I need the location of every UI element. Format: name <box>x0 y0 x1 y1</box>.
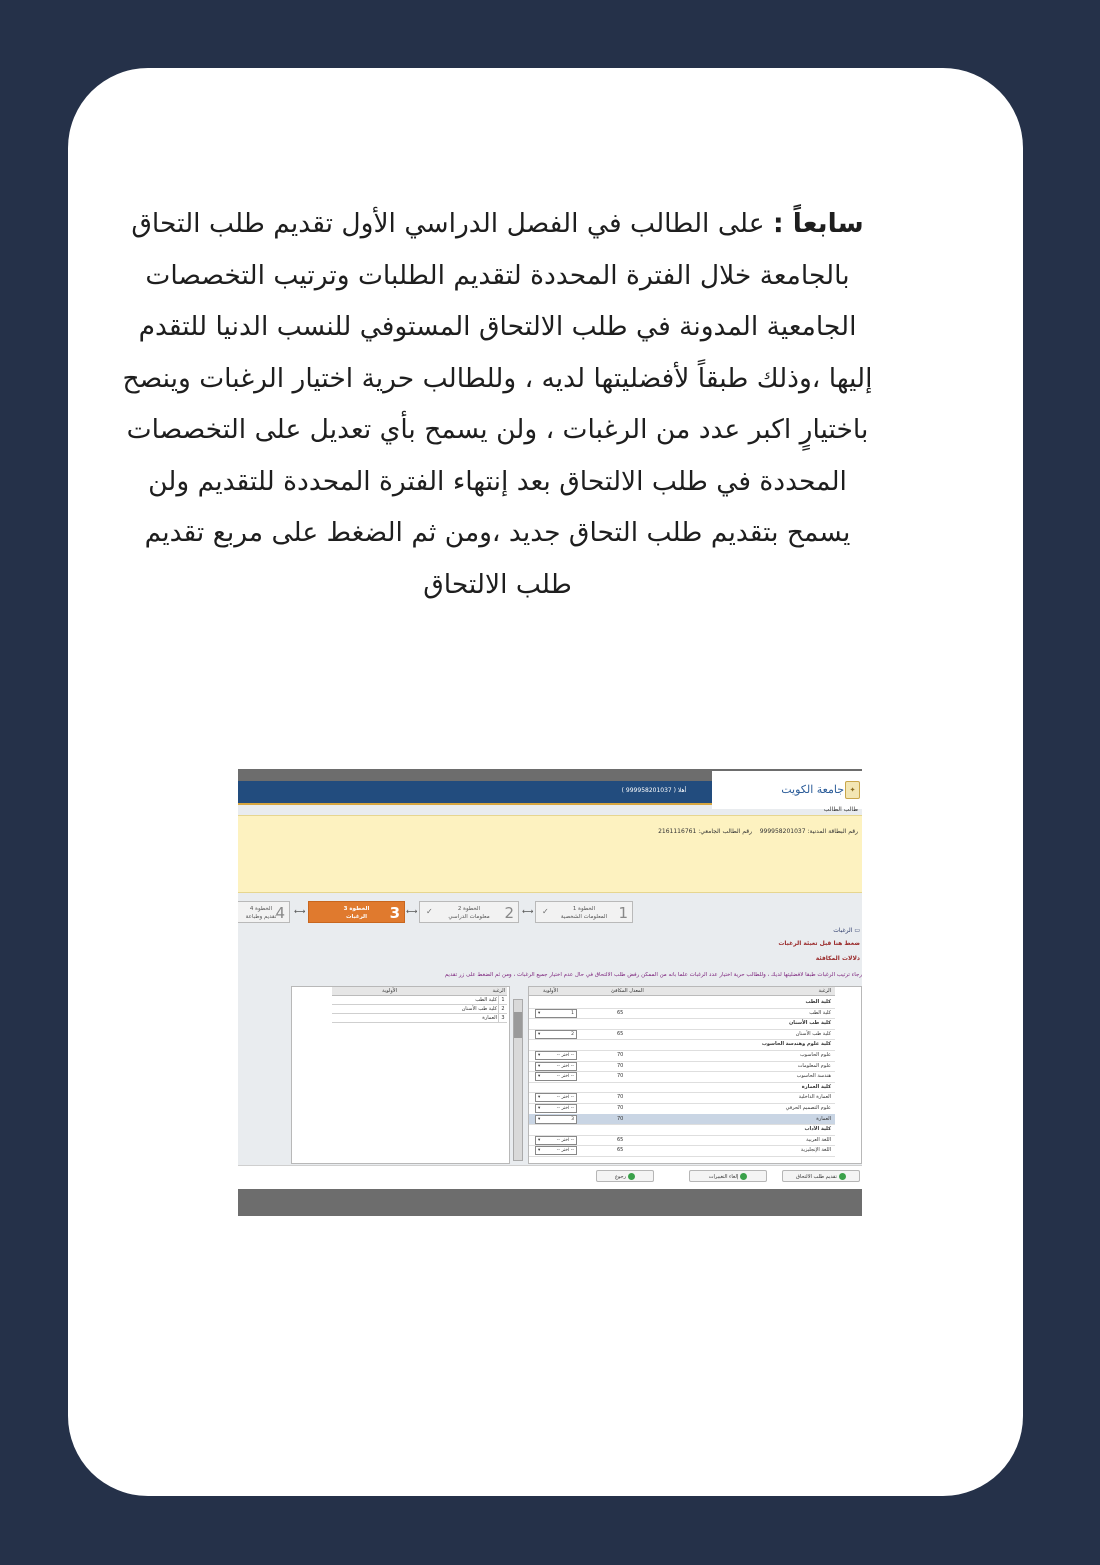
university-logo <box>712 771 862 809</box>
choice-rate: 65 <box>617 1030 624 1037</box>
priority-select[interactable] <box>535 1146 577 1155</box>
priority-select[interactable] <box>535 1051 577 1060</box>
priority-select[interactable] <box>535 1136 577 1145</box>
submit-application-button[interactable]: تقديم طلب الالتحاق <box>782 1170 860 1182</box>
priority-select-value: -- اختر -- <box>556 1053 574 1058</box>
priority-select-value: -- اختر -- <box>556 1137 574 1143</box>
logo-text: جامعة الكويت <box>781 783 844 796</box>
civil-id-value: 999958201037 <box>759 828 806 835</box>
choice-rate: 70 <box>617 1094 624 1101</box>
chevron-down-icon: ▾ <box>538 1095 541 1101</box>
priority-select[interactable] <box>535 1009 577 1018</box>
choice-name: كلية علوم وهندسة الحاسوب <box>761 1041 831 1048</box>
cancel-changes-button[interactable]: إلغاء التغييرات <box>689 1170 767 1182</box>
civil-id-label: رقم البطاقة المدنية: <box>807 828 858 835</box>
choice-name: العمارة <box>816 1115 831 1122</box>
priority-select-value: -- اختر -- <box>556 1148 574 1154</box>
selected-choices-panel <box>291 986 510 1164</box>
priority-select[interactable] <box>535 1062 577 1071</box>
chevron-down-icon: ▾ <box>538 1074 541 1080</box>
equiv-rate-link[interactable]: دلالات المكافئة <box>815 955 860 962</box>
arrow-icon: ⟷ <box>406 907 418 916</box>
choice-name: اللغة الإنجليزية <box>800 1147 831 1154</box>
selected-row[interactable]: 2 كلية طب الأسنان <box>332 1005 507 1014</box>
user-greeting: أهلا ( 999958201037 ) <box>621 787 687 794</box>
student-info-panel <box>238 815 862 893</box>
student-no-value: 2161116761 <box>658 828 697 835</box>
step-2[interactable]: 2 الخطوة 2 معلومات الدراسي ✓ <box>419 901 519 923</box>
choice-rate: 65 <box>617 1136 624 1143</box>
university-seal-icon: ✦ <box>845 781 860 799</box>
priority-select-value: 3 <box>571 1116 574 1122</box>
choice-rate: 65 <box>617 1147 624 1154</box>
selected-table-header: الرغبة الأولوية <box>332 987 507 996</box>
priority-select-value: 2 <box>571 1031 574 1037</box>
choice-name: هندسة الحاسوب <box>796 1073 831 1080</box>
portal-header <box>238 781 862 805</box>
priority-note: رجاء ترتيب الرغبات طبقا لأفضليتها لديك ، وللطالب حرية اختيار عدد الرغبات علماً بأنه من الممكن رفض طلب الالتحاق في حال عدم اختيار جميع الرغبات ، ومن ثم الضغط على زر تقديم <box>444 972 862 978</box>
priority-select[interactable] <box>535 1093 577 1102</box>
priority-select[interactable] <box>535 1104 577 1113</box>
chevron-down-icon: ▾ <box>538 1106 541 1111</box>
chevron-down-icon: ▾ <box>538 1148 541 1154</box>
choice-name: علوم التصميم الحرفي <box>785 1105 831 1111</box>
choice-row[interactable] <box>529 1145 835 1157</box>
go-icon <box>839 1173 846 1180</box>
check-icon: ✓ <box>542 907 549 916</box>
choice-rate: 70 <box>617 1073 624 1080</box>
selected-row[interactable]: 3 العمارة <box>332 1014 507 1023</box>
instruction-label: سابعاً : <box>772 208 864 239</box>
back-button[interactable]: رجوع <box>596 1170 654 1182</box>
chevron-down-icon: ▾ <box>538 1053 541 1058</box>
chevron-down-icon: ▾ <box>538 1031 541 1037</box>
selected-row[interactable]: 1 كلية الطب <box>332 996 507 1005</box>
choices-scrollbar[interactable] <box>513 999 523 1161</box>
choice-name: كلية الطب <box>809 1009 831 1016</box>
student-info-row <box>658 828 858 835</box>
priority-select-value: -- اختر -- <box>556 1095 574 1101</box>
scroll-thumb[interactable] <box>514 1012 522 1038</box>
chevron-down-icon: ▾ <box>538 1010 541 1016</box>
choice-name: كلية طب الأسنان <box>788 1020 831 1027</box>
step-1[interactable]: 1 الخطوة 1 المعلومات الشخصية ✓ <box>535 901 633 923</box>
instruction-paragraph <box>120 198 875 610</box>
instruction-body: على الطالب في الفصل الدراسي الأول تقديم طلب التحاق بالجامعة خلال الفترة المحددة لتقديم الطلبات وترتيب التخصصات الجامعية المدونة في طلب الالتحاق المستوفي للنسب الدنيا للتقدم إليها ،وذلك طبقاً لأفضليتها لديه ، وللطالب حرية اختيار الرغبات وينصح باختيارٍ اكبر عدد من الرغبات ، ولن يسمح بأي تعديل على التخصصات المحددة في طلب الالتحاق بعد إنتهاء الفترة المحددة للتقديم ولن يسمح بتقديم طلب التحاق جديد ،ومن ثم الضغط على مربع تقديم طلب الالتحاق <box>122 208 873 600</box>
chevron-down-icon: ▾ <box>538 1116 541 1122</box>
choice-rate: 70 <box>617 1062 624 1069</box>
choices-table-header: الرغبة المعدل المكافئ الأولوية <box>529 987 835 996</box>
step-3[interactable]: 3 الخطوة 3 الرغبات <box>308 901 405 923</box>
priority-select[interactable] <box>535 1030 577 1039</box>
chevron-down-icon: ▾ <box>538 1137 541 1143</box>
priority-select-value: -- اختر -- <box>556 1063 574 1069</box>
choice-name: اللغة العربية <box>806 1136 831 1143</box>
choice-name: كلية طب الأسنان <box>795 1030 831 1037</box>
portal-screenshot <box>238 769 862 1216</box>
step-4[interactable]: 4 الخطوة 4 تقديم وطباعة <box>238 901 290 923</box>
back-icon <box>628 1173 635 1180</box>
press-here-link[interactable]: ضغط هنا قبل تعبئة الرغبات <box>778 940 860 947</box>
arrow-icon: ⟷ <box>294 907 306 916</box>
wizard-steps <box>238 899 862 925</box>
choice-name: كلية العمارة <box>801 1083 831 1090</box>
chevron-down-icon: ▾ <box>538 1063 541 1069</box>
choice-name: علوم المعلومات <box>797 1062 831 1069</box>
go-icon <box>740 1173 747 1180</box>
action-bar <box>238 1165 862 1189</box>
choice-rate: 70 <box>617 1115 624 1122</box>
choice-rate: 70 <box>617 1052 624 1058</box>
student-no-label: رقم الطالب الجامعي: <box>698 828 753 835</box>
choice-rate: 70 <box>617 1105 624 1111</box>
priority-select-value: 1 <box>571 1010 574 1016</box>
choice-name: علوم الحاسوب <box>799 1052 831 1058</box>
choice-rate: 65 <box>617 1009 624 1016</box>
check-icon: ✓ <box>426 907 433 916</box>
priority-select-value: -- اختر -- <box>556 1074 574 1080</box>
priority-select[interactable] <box>535 1115 577 1124</box>
choices-panel <box>528 986 862 1164</box>
section-title: ▭ الرغبات <box>833 927 860 934</box>
arrow-icon: ⟷ <box>522 907 534 916</box>
choice-name: كلية الطب <box>805 999 831 1005</box>
priority-select[interactable] <box>535 1072 577 1081</box>
priority-select-value: -- اختر -- <box>556 1106 574 1111</box>
breadcrumb: طالب الطالب <box>823 806 858 813</box>
choice-name: العمارة الداخلية <box>798 1094 831 1101</box>
choice-name: كلية الآداب <box>804 1126 831 1133</box>
